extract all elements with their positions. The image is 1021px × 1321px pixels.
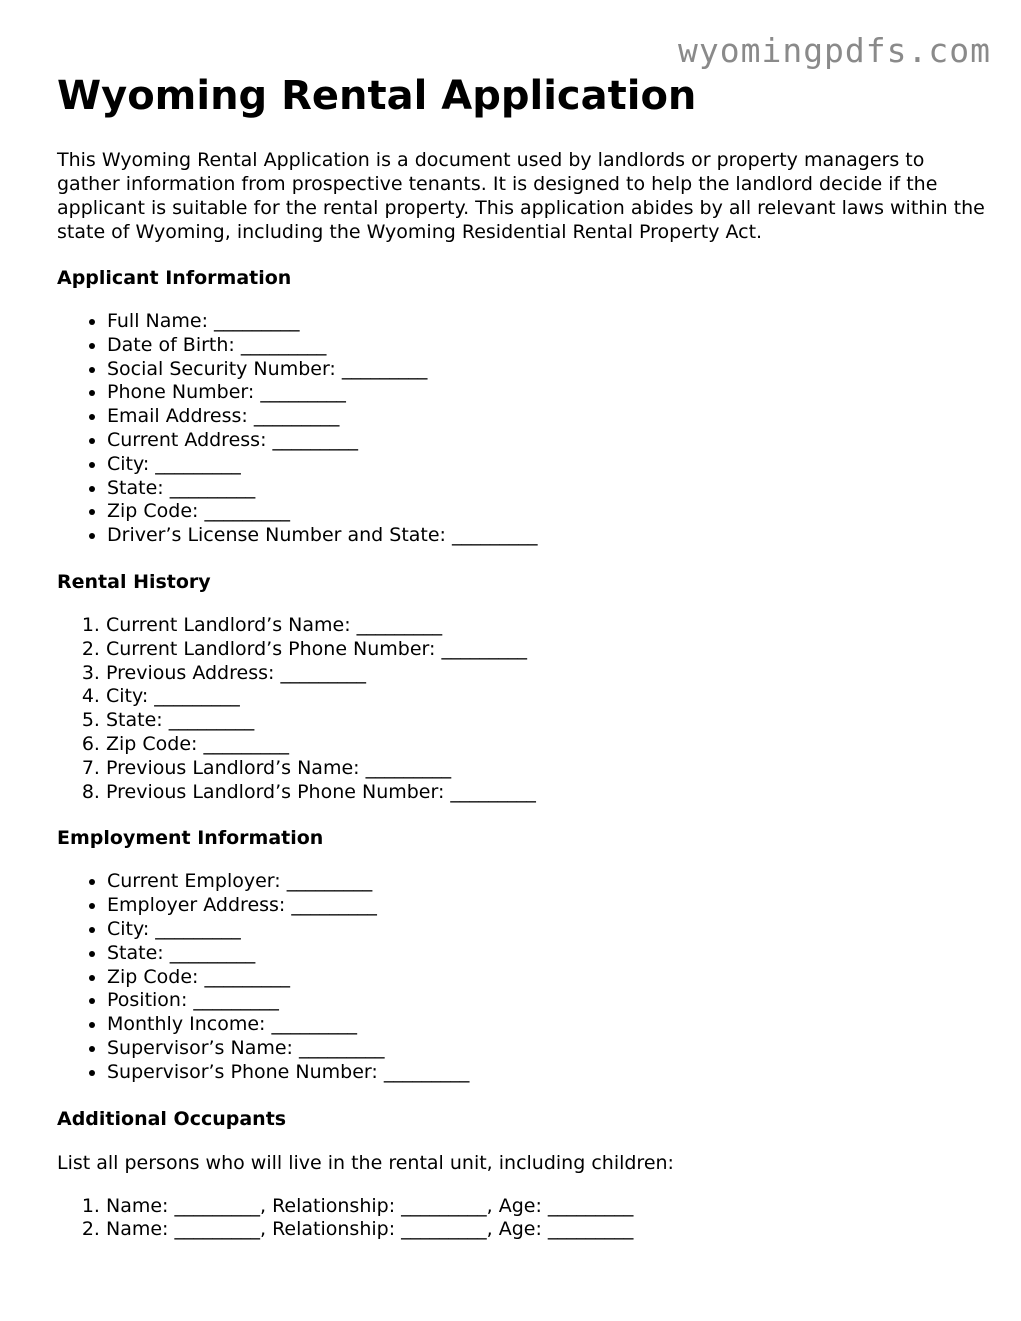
list-item: 1. Current Landlord’s Name: _________ bbox=[106, 614, 987, 638]
applicant-list bbox=[57, 310, 987, 548]
occupants-note: List all persons who will live in the rental unit, including children: bbox=[57, 1151, 674, 1174]
list-item: • Supervisor’s Phone Number: _________ bbox=[107, 1061, 987, 1085]
list-item: • Date of Birth: _________ bbox=[107, 334, 987, 358]
list-item: 4. City: _________ bbox=[106, 685, 987, 709]
watermark: wyomingpdfs.com bbox=[677, 31, 991, 70]
occupants-list bbox=[57, 1195, 987, 1243]
list-item: • State: _________ bbox=[107, 942, 987, 966]
intro-paragraph: This Wyoming Rental Application is a document used by landlords or property managers to gather information from prospective tenants. It is designed to help the landlord decide if the applicant is suitable for the rental property. This application abides by all relevant laws within the state of Wyoming, including the Wyoming Residential Rental Property Act. bbox=[57, 149, 985, 243]
list-item: 7. Previous Landlord’s Name: _________ bbox=[106, 757, 987, 781]
list-item: 2. Current Landlord’s Phone Number: _________ bbox=[106, 638, 987, 662]
list-item: • State: _________ bbox=[107, 477, 987, 501]
section-heading-applicant: Applicant Information bbox=[57, 267, 292, 289]
document-page bbox=[57, 72, 987, 1242]
list-item: • Position: _________ bbox=[107, 989, 987, 1013]
rental-history-list bbox=[57, 614, 987, 804]
list-item: 6. Zip Code: _________ bbox=[106, 733, 987, 757]
list-item: • Employer Address: _________ bbox=[107, 894, 987, 918]
list-item: • Monthly Income: _________ bbox=[107, 1013, 987, 1037]
list-item: • Zip Code: _________ bbox=[107, 966, 987, 990]
list-item: • Current Employer: _________ bbox=[107, 870, 987, 894]
list-item: 8. Previous Landlord’s Phone Number: _________ bbox=[106, 781, 987, 805]
section-heading-occupants: Additional Occupants bbox=[57, 1107, 287, 1130]
list-item: • Zip Code: _________ bbox=[107, 500, 987, 524]
section-heading-rental-history: Rental History bbox=[57, 570, 211, 593]
list-item: • City: _________ bbox=[107, 918, 987, 942]
list-item: • Supervisor’s Name: _________ bbox=[107, 1037, 987, 1061]
list-item: 3. Previous Address: _________ bbox=[106, 662, 987, 686]
list-item: • Email Address: _________ bbox=[107, 405, 987, 429]
list-item: • City: _________ bbox=[107, 453, 987, 477]
list-item: • Current Address: _________ bbox=[107, 429, 987, 453]
list-item: 1. Name: _________, Relationship: _________, Age: _________ bbox=[106, 1195, 987, 1219]
list-item: 2. Name: _________, Relationship: _________, Age: _________ bbox=[106, 1218, 987, 1242]
list-item: 5. State: _________ bbox=[106, 709, 987, 733]
list-item: • Social Security Number: _________ bbox=[107, 358, 987, 382]
list-item: • Phone Number: _________ bbox=[107, 381, 987, 405]
section-heading-employment: Employment Information bbox=[57, 827, 324, 850]
list-item: • Full Name: _________ bbox=[107, 310, 987, 334]
page-title: Wyoming Rental Application bbox=[57, 73, 697, 119]
list-item: • Driver’s License Number and State: _________ bbox=[107, 524, 987, 548]
employment-list bbox=[57, 870, 987, 1084]
